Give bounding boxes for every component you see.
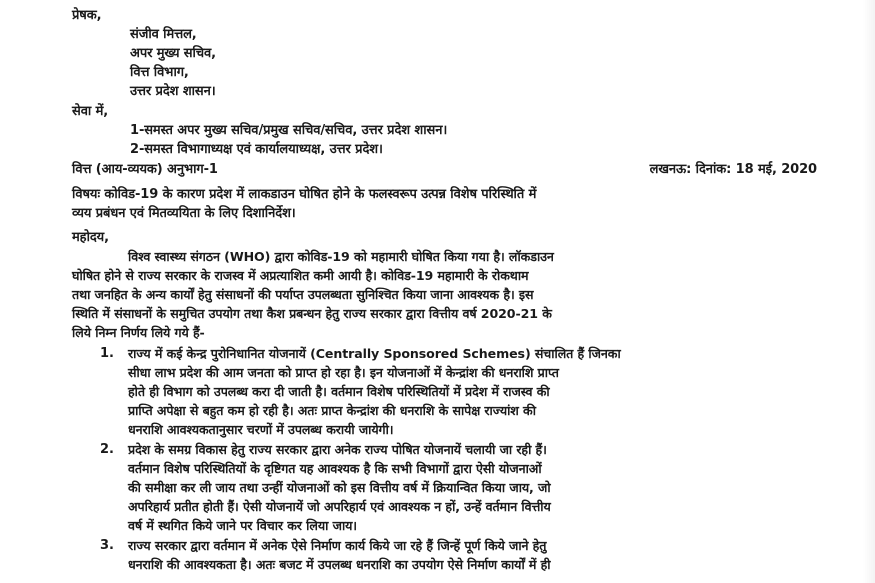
point-number: 4. (100, 577, 101, 578)
scan-edge-shadow (863, 0, 875, 583)
point-line: सीधा लाभ प्रदेश की आम जनता को प्राप्त हो रहा है। इन योजनाओं में केन्द्रांश की धनराशि प्राप्त (128, 365, 559, 380)
point-line: की समीक्षा कर ली जाय तथा उन्हीं योजनाओं को इस वित्तीय वर्ष में क्रियान्वित किया जाय, जो (128, 480, 551, 495)
point-line: राज्य सरकार द्वारा वर्तमान में अनेक ऐसे निर्माण कार्य किये जा रहे हैं जिन्हें पूर्ण किये जाने हेतु (128, 538, 547, 553)
sender-government: उत्तर प्रदेश शासन। (130, 84, 216, 99)
point-line: वर्तमान परिवेश में अप्रासंगिक हो गये हैं जिन्हें विभागों द्वारा चिन्हित कर समाप्त करने की (128, 579, 155, 580)
sender-designation: अपर मुख्य सचिव, (130, 46, 216, 61)
salutation: महोदय, (72, 230, 109, 245)
recipient-2: 2-समस्त विभागाध्यक्ष एवं कार्यालयाध्यक्ष, उत्तर प्रदेश। (130, 142, 383, 157)
point-line: धनराशि की आवश्यकता है। अतः बजट में उपलब्ध धनराशि का उपयोग ऐसे निर्माण कार्यों में ही (128, 557, 551, 572)
sender-label: प्रेषक, (72, 8, 102, 23)
intro-line: स्थिति में संसाधनों के समुचित उपयोग तथा कैश प्रबन्धन हेतु राज्य सरकार द्वारा वित्तीय वर्ष 2020-21 के (72, 306, 552, 321)
point-line: कार्यवाही की जाय। इन समाप्त किये जाने वाले पदों पर यदि कोई कर्मचारी कार्यरत है तो उसे (128, 580, 156, 581)
intro-line: विश्व स्वास्थ्य संगठन (WHO) द्वारा कोविड-19 को महामारी घोषित किया गया है। लॉकडाउन (128, 249, 554, 264)
point-number: 1. (100, 346, 114, 361)
intro-line: तथा जनहित के अन्य कार्यों हेतु संसाधनों की पर्याप्त उपलब्धता सुनिश्चित किया जाना आवश्यक है। इस (72, 287, 534, 302)
to-label: सेवा में, (72, 104, 109, 119)
point-line: अपरिहार्य प्रतीत होती हैं। ऐसी योजनायें जो अपरिहार्य एवं आवश्यक न हों, उन्हें वर्तमान वित्तीय (128, 499, 551, 514)
subject-line-2: व्यय प्रबंधन एवं मितव्ययिता के लिए दिशानिर्देश। (72, 206, 296, 221)
sender-name: संजीव मित्तल, (130, 27, 197, 42)
point-number: 3. (100, 538, 114, 553)
intro-line: घोषित होने से राज्य सरकार के राजस्व में अप्रत्याशित कमी आयी है। कोविड-19 महामारी के रोकथाम (72, 268, 529, 283)
point-line: विभागीय कार्य-प्रणाली में परिवर्तन, सूचना प्रौद्योगिकी के अनुप्रयोग आदि कारणों से अनेक पद (128, 578, 157, 579)
point-line: वर्ष में स्थगित किये जाने पर विचार कर लिया जाय। (128, 518, 357, 533)
sender-department: वित्त विभाग, (130, 65, 189, 80)
point-line: धनराशि आवश्यकतानुसार चरणों में उपलब्ध करायी जायेगी। (128, 422, 394, 437)
point-line: किया जाय, जो प्रारम्भ किये जा चुके हैं। सीमित संसाधनों को ध्यान में रखते हुये, केवल ऐसे नये (128, 575, 157, 576)
place-date: लखनऊ: दिनांक: 18 मई, 2020 (649, 162, 817, 177)
point-line: प्रदेश के समग्र विकास हेतु राज्य सरकार द्वारा अनेक राज्य पोषित योजनायें चलायी जा रही हैं। (128, 442, 547, 457)
point-line: होते ही विभाग को उपलब्ध करा दी जाती है। वर्तमान विशेष परिस्थितियों में प्रदेश में राजस्व की (128, 384, 550, 399)
section-name: वित्त (आय-व्ययक) अनुभाग-1 (72, 162, 218, 177)
point-line: वर्तमान विशेष परिस्थितियों के दृष्टिगत यह आवश्यक है कि सभी विभागों द्वारा ऐसी योजनाओं (128, 461, 542, 476)
point-line: निर्माण कार्य प्रारम्भ किये जायें जो अपरिहार्य एवं अत्यन्त आवश्यक हों। (128, 576, 150, 577)
subject-line-1: विषयः कोविड-19 के कारण प्रदेश में लाकडाउन घोषित होने के फलस्वरूप उत्पन्न विशेष परिस्थिति में (72, 187, 537, 202)
intro-line: लिये निम्न निर्णय लिये गये हैं- (72, 325, 205, 340)
point-line: राज्य में कई केन्द्र पुरोनिधानित योजनायें (Centrally Sponsored Schemes) संचालित हैं जिनका (128, 346, 621, 361)
recipient-1: 1-समस्त अपर मुख्य सचिव/प्रमुख सचिव/सचिव, उत्तर प्रदेश शासन। (130, 123, 448, 138)
point-line: प्राप्ति अपेक्षा से बहुत कम हो रही है। अतः प्राप्त केन्द्रांश की धनराशि के सापेक्ष राज्यांश की (128, 403, 536, 418)
point-number: 2. (100, 442, 114, 457)
